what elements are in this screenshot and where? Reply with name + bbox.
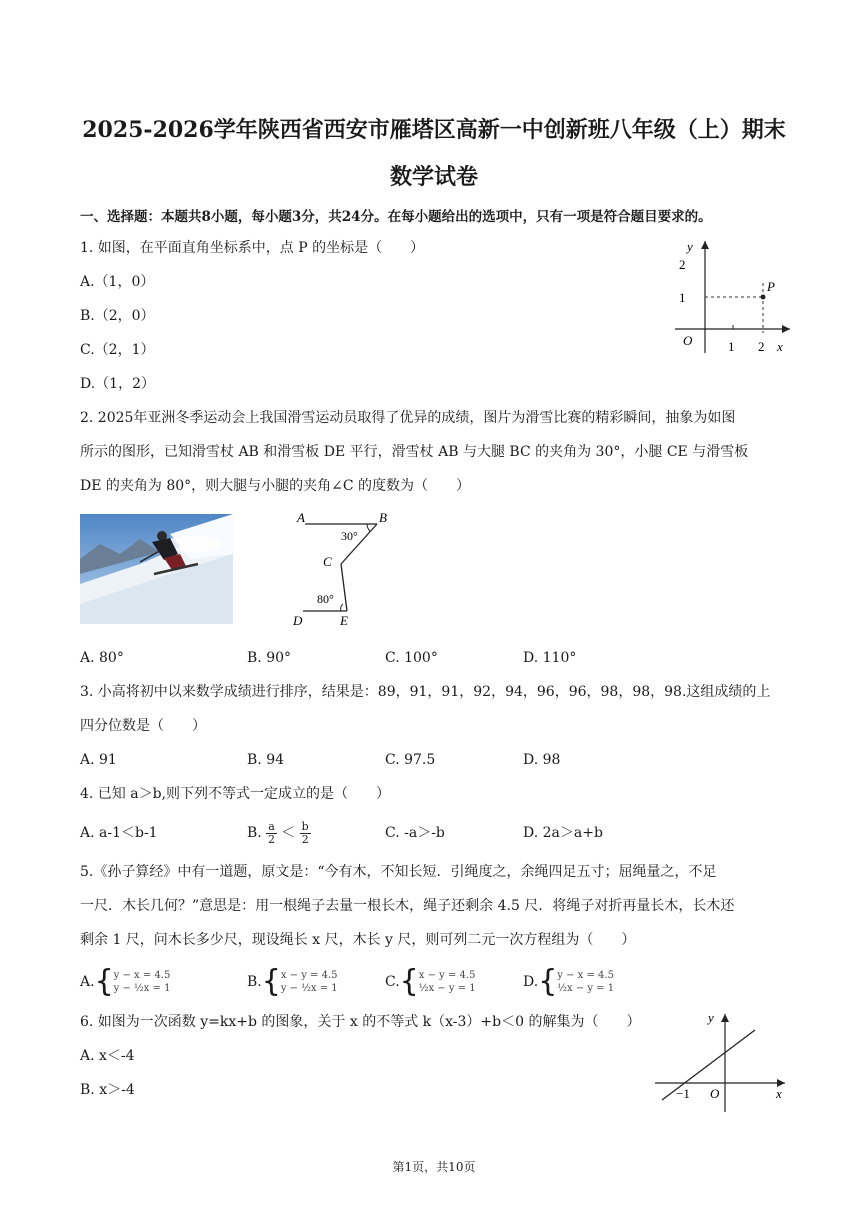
q5-option-d-label: D.: [523, 974, 539, 990]
q1-option-b: B.（2，0）: [80, 308, 155, 324]
q3-option-d: D. 98: [523, 752, 561, 768]
equation-1: y − x = 4.5: [113, 970, 171, 981]
q5-option-b-label: B.: [247, 974, 262, 990]
equation-1: y − x = 4.5: [557, 970, 614, 981]
q3-option-b: B. 94: [247, 752, 285, 768]
equation-2: y − ½x = 1: [280, 983, 338, 994]
q2-label-b: B: [379, 510, 387, 525]
q1-x-tick-1: 1: [728, 339, 735, 354]
q1-option-c: C.（2，1）: [80, 342, 155, 358]
q4-option-b-label: B.: [247, 825, 262, 841]
page-footer: 第1页，共10页: [392, 1160, 476, 1174]
exam-title-line1: 2025-2026学年陕西省西安市雁塔区高新一中创新班八年级（上）期末: [82, 117, 786, 143]
equation-2: ½x − y = 1: [418, 983, 476, 994]
equation-1: x − y = 4.5: [418, 970, 476, 981]
q2-option-d: D. 110°: [523, 650, 577, 666]
q4-option-b-operator: ＜: [281, 825, 296, 841]
q4-option-c: C. -a＞-b: [385, 825, 445, 841]
q2-line3: DE 的夹角为 80°，则大腿与小腿的夹角∠C 的度数为（ ）: [80, 478, 471, 494]
section-1-header: 一、选择题：本题共8小题，每小题3分，共24分。在每小题给出的选项中，只有一项是符合题目要求的。: [80, 209, 712, 225]
q3-line1: 3. 小高将初中以来数学成绩进行排序，结果是：89，91，91，92，94，96，96，98，98，98.这组成绩的上: [80, 684, 771, 700]
q6-option-b: B. x＞-4: [80, 1082, 135, 1098]
q5-option-a: [80, 962, 170, 1002]
q1-y-label: y: [687, 239, 693, 254]
q1-stem: 1. 如图，在平面直角坐标系中，点 P 的坐标是（ ）: [80, 240, 425, 256]
q1-coordinate-figure: [665, 233, 795, 358]
q4-fraction-a-over-2: [266, 821, 277, 846]
exam-title-line2: 数学试卷: [389, 164, 478, 190]
q3-line2: 四分位数是（ ）: [80, 718, 206, 734]
q2-option-b: B. 90°: [247, 650, 292, 666]
q5-option-d-system: [557, 969, 614, 995]
q4-stem: 4. 已知 a＞b,则下列不等式一定成立的是（ ）: [80, 786, 391, 802]
equation-1: x − y = 4.5: [280, 970, 338, 981]
q4-fraction-b-over-2: [300, 821, 311, 846]
q5-option-c-system: [419, 969, 476, 995]
brace-icon: {: [538, 964, 558, 999]
q6-origin-label: O: [710, 1086, 720, 1101]
q1-option-d: D.（1，2）: [80, 376, 155, 392]
q2-skier-photo: [80, 514, 233, 624]
q2-label-c: C: [323, 554, 332, 569]
q6-stem: 6. 如图为一次函数 y=kx+b 的图象，关于 x 的不等式 k（x-3）+b＜0 的解集为（ ）: [80, 1014, 641, 1030]
q5-option-b-system: [281, 969, 338, 995]
q4-option-a: A. a-1＜b-1: [80, 825, 158, 841]
q1-origin-label: O: [683, 333, 693, 348]
q5-option-b: [247, 962, 338, 1002]
q2-label-e: E: [340, 613, 348, 628]
q5-option-d: [523, 962, 614, 1002]
q5-line3: 剩余 1 尺，问木长多少尺，现设绳长 x 尺，木长 y 尺，则可列二元一次方程组为（ ）: [80, 932, 636, 948]
q2-line2: 所示的图形，已知滑雪杖 AB 和滑雪板 DE 平行，滑雪杖 AB 与大腿 BC 的夹角为 30°，小腿 CE 与滑雪板: [80, 444, 749, 460]
q6-linear-function-figure: [650, 1008, 790, 1116]
q4-option-b: [247, 815, 311, 851]
q5-option-a-label: A.: [80, 974, 95, 990]
equation-2: y − ½x = 1: [113, 983, 171, 994]
q4-option-d: D. 2a＞a+b: [523, 825, 603, 841]
q2-option-a: A. 80°: [80, 650, 124, 666]
q3-option-c: C. 97.5: [385, 752, 436, 768]
q5-line1: 5.《孙子算经》中有一道题，原文是：“今有木，不知长短．引绳度之，余绳四足五寸；屈绳量之，不足: [80, 864, 717, 880]
q2-angle-30: 30°: [341, 529, 358, 543]
brace-icon: {: [399, 964, 419, 999]
q2-angle-80: 80°: [317, 592, 334, 606]
q2-label-a: A: [297, 510, 305, 525]
frac-numerator: a: [268, 819, 275, 833]
q6-option-a: A. x＜-4: [80, 1048, 135, 1064]
q2-geometry-figure: [285, 508, 405, 630]
q1-x-tick-2: 2: [758, 339, 765, 354]
q1-y-tick-2: 2: [679, 257, 686, 272]
frac-denominator: 2: [267, 832, 275, 846]
brace-icon: {: [94, 964, 114, 999]
q2-line1: 2. 2025年亚洲冬季运动会上我国滑雪运动员取得了优异的成绩，图片为滑雪比赛的精彩瞬间，抽象为如图: [80, 410, 736, 426]
q6-x-intercept-label: −1: [676, 1086, 690, 1101]
q5-option-c-label: C.: [385, 974, 400, 990]
q1-point-p-label: P: [767, 279, 775, 294]
q6-y-label: y: [708, 1010, 714, 1025]
q1-option-a: A.（1，0）: [80, 274, 155, 290]
q1-x-label: x: [777, 339, 783, 354]
q1-y-tick-1: 1: [679, 290, 686, 305]
q3-option-a: A. 91: [80, 752, 117, 768]
q2-label-d: D: [293, 613, 303, 628]
q5-option-c: [385, 962, 476, 1002]
equation-2: ½x − y = 1: [557, 983, 615, 994]
q2-option-c: C. 100°: [385, 650, 438, 666]
q5-option-a-system: [114, 969, 171, 995]
frac-denominator: 2: [301, 832, 309, 846]
q5-line2: 一尺．木长几何？”意思是：用一根绳子去量一根长木，绳子还剩余 4.5 尺．将绳子对折再量长木，长木还: [80, 898, 735, 914]
frac-numerator: b: [301, 819, 309, 833]
brace-icon: {: [261, 964, 281, 999]
q6-x-label: x: [776, 1086, 782, 1101]
